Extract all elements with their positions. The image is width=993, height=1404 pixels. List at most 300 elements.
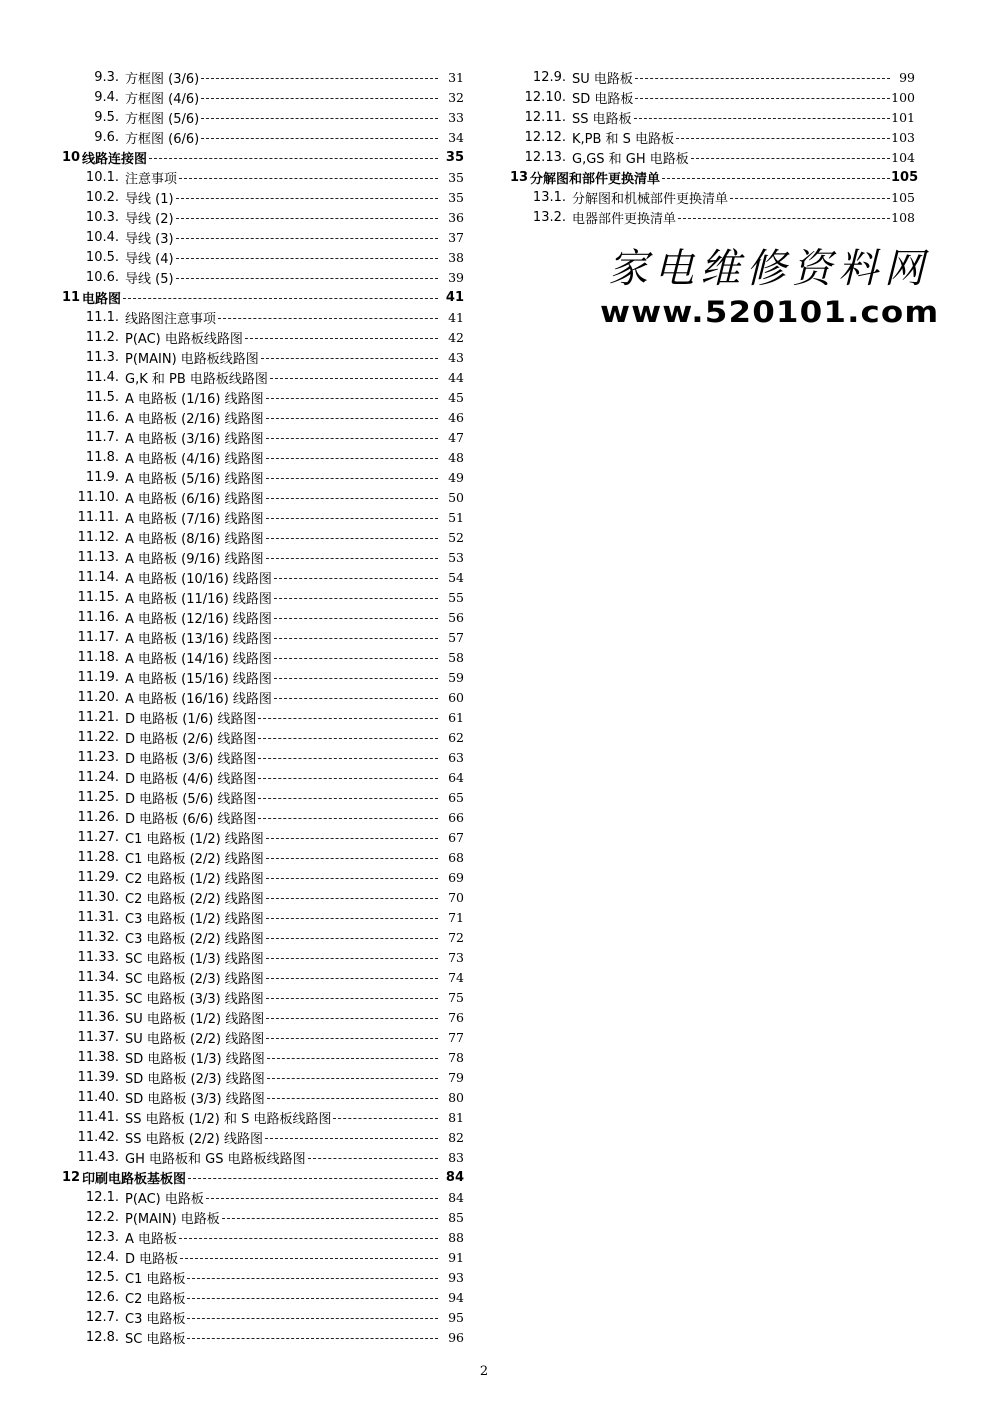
toc-section-entry[interactable] — [62, 927, 464, 947]
toc-entry-number: 11.32. — [77, 929, 119, 945]
toc-entry-number: 12.7. — [85, 1309, 119, 1325]
toc-section-entry[interactable] — [62, 1187, 464, 1207]
toc-section-entry[interactable] — [62, 727, 464, 747]
toc-entry-number: 11.30. — [77, 889, 119, 905]
toc-entry-number: 11.6. — [85, 409, 119, 425]
toc-entry-page: 83 — [448, 1149, 464, 1165]
toc-entry-number: 12 — [62, 1169, 81, 1185]
toc-section-entry[interactable] — [62, 587, 464, 607]
toc-entry-title: SU 电路板 (2/2) 线路图 — [125, 1031, 265, 1047]
toc-section-entry[interactable] — [62, 447, 464, 467]
toc-dot-leader — [176, 278, 438, 279]
toc-entry-number: 11.16. — [77, 609, 119, 625]
toc-dot-leader — [201, 98, 438, 99]
toc-entry-page: 93 — [448, 1269, 464, 1285]
toc-entry-number: 12.13. — [524, 149, 566, 165]
toc-entry-page: 36 — [448, 209, 464, 225]
toc-entry-title: SC 电路板 — [125, 1331, 186, 1347]
toc-section-entry[interactable] — [62, 1127, 464, 1147]
toc-dot-leader — [258, 798, 438, 799]
watermark — [600, 245, 940, 329]
toc-dot-leader — [676, 138, 890, 139]
toc-entry-number: 11.14. — [77, 569, 119, 585]
toc-entry-title: D 电路板 (4/6) 线路图 — [125, 771, 257, 787]
toc-section-entry[interactable] — [62, 367, 464, 387]
toc-entry-title: A 电路板 (8/16) 线路图 — [125, 531, 264, 547]
toc-entry-title: P(AC) 电路板线路图 — [125, 331, 243, 347]
toc-section-entry[interactable] — [62, 487, 464, 507]
toc-entry-title: A 电路板 (7/16) 线路图 — [125, 511, 264, 527]
toc-section-entry[interactable] — [62, 347, 464, 367]
toc-entry-number: 11.3. — [85, 349, 119, 365]
toc-entry-title: SD 电路板 (1/3) 线路图 — [125, 1051, 265, 1067]
toc-dot-leader — [662, 178, 890, 179]
toc-entry-page: 84 — [448, 1189, 464, 1205]
toc-entry-title: D 电路板 — [125, 1251, 179, 1267]
toc-entry-page: 96 — [448, 1329, 464, 1345]
toc-dot-leader — [267, 1058, 438, 1059]
toc-entry-page: 48 — [448, 449, 464, 465]
toc-section-entry[interactable] — [62, 247, 464, 267]
toc-section-entry[interactable] — [62, 167, 464, 187]
toc-chapter-entry[interactable] — [510, 167, 919, 187]
toc-dot-leader — [187, 1338, 438, 1339]
toc-entry-page: 103 — [891, 129, 915, 145]
toc-entry-page: 45 — [448, 389, 464, 405]
toc-entry-title: 方框图 (6/6) — [125, 131, 200, 147]
toc-entry-title: SS 电路板 (1/2) 和 S 电路板线路图 — [125, 1111, 332, 1127]
toc-dot-leader — [201, 78, 438, 79]
toc-entry-number: 11.20. — [77, 689, 119, 705]
toc-entry-number: 10.4. — [85, 229, 119, 245]
toc-entry-number: 11.5. — [85, 389, 119, 405]
toc-section-entry[interactable] — [62, 507, 464, 527]
toc-dot-leader — [266, 498, 438, 499]
toc-entry-page: 81 — [448, 1109, 464, 1125]
toc-entry-number: 11.33. — [77, 949, 119, 965]
toc-section-entry[interactable] — [62, 307, 464, 327]
toc-section-entry[interactable] — [62, 1247, 464, 1267]
toc-entry-number: 11.9. — [85, 469, 119, 485]
toc-section-entry[interactable] — [62, 847, 464, 867]
toc-entry-number: 12.2. — [85, 1209, 119, 1225]
toc-entry-number: 11.22. — [77, 729, 119, 745]
toc-entry-title: C1 电路板 — [125, 1271, 186, 1287]
toc-entry-page: 37 — [448, 229, 464, 245]
toc-entry-page: 88 — [448, 1229, 464, 1245]
toc-dot-leader — [266, 938, 438, 939]
toc-entry-number: 13 — [510, 169, 529, 185]
toc-section-entry[interactable] — [62, 607, 464, 627]
toc-entry-title: C1 电路板 (1/2) 线路图 — [125, 831, 264, 847]
toc-entry-page: 84 — [445, 1169, 464, 1185]
toc-section-entry[interactable] — [62, 867, 464, 887]
toc-dot-leader — [149, 158, 438, 159]
toc-section-entry[interactable] — [62, 267, 464, 287]
toc-entry-page: 39 — [448, 269, 464, 285]
toc-section-entry[interactable] — [62, 1147, 464, 1167]
toc-section-entry[interactable] — [62, 667, 464, 687]
toc-dot-leader — [201, 138, 438, 139]
toc-left-column — [62, 67, 464, 1347]
toc-entry-title: A 电路板 (13/16) 线路图 — [125, 631, 272, 647]
toc-entry-title: 分解图和机械部件更换清单 — [572, 191, 729, 207]
toc-section-entry[interactable] — [62, 1107, 464, 1127]
toc-entry-page: 44 — [448, 369, 464, 385]
toc-entry-page: 91 — [448, 1249, 464, 1265]
toc-section-entry[interactable] — [62, 947, 464, 967]
toc-section-entry[interactable] — [62, 1087, 464, 1107]
toc-section-entry[interactable] — [62, 747, 464, 767]
toc-entry-title: D 电路板 (1/6) 线路图 — [125, 711, 257, 727]
toc-entry-page: 65 — [448, 789, 464, 805]
toc-dot-leader — [267, 1078, 438, 1079]
toc-section-entry[interactable] — [62, 387, 464, 407]
toc-entry-number: 11.40. — [77, 1089, 119, 1105]
toc-entry-title: 导线 (3) — [125, 231, 174, 247]
toc-entry-page: 68 — [448, 849, 464, 865]
toc-dot-leader — [258, 738, 438, 739]
toc-dot-leader — [266, 418, 438, 419]
toc-dot-leader — [266, 898, 438, 899]
toc-entry-page: 38 — [448, 249, 464, 265]
toc-entry-number: 12.11. — [524, 109, 566, 125]
toc-section-entry[interactable] — [62, 1027, 464, 1047]
toc-dot-leader — [266, 458, 438, 459]
toc-entry-page: 47 — [448, 429, 464, 445]
toc-dot-leader — [308, 1158, 438, 1159]
toc-entry-page: 108 — [891, 209, 915, 225]
toc-entry-page: 61 — [448, 709, 464, 725]
toc-section-entry[interactable] — [510, 87, 915, 107]
toc-entry-number: 11.36. — [77, 1009, 119, 1025]
toc-section-entry[interactable] — [510, 127, 915, 147]
toc-section-entry[interactable] — [62, 707, 464, 727]
toc-entry-title: P(MAIN) 电路板 — [125, 1211, 220, 1227]
toc-entry-page: 59 — [448, 669, 464, 685]
toc-entry-number: 11.18. — [77, 649, 119, 665]
toc-entry-number: 12.5. — [85, 1269, 119, 1285]
toc-entry-number: 10.6. — [85, 269, 119, 285]
toc-dot-leader — [261, 358, 438, 359]
toc-section-entry[interactable] — [510, 67, 915, 87]
toc-entry-number: 12.9. — [532, 69, 566, 85]
toc-entry-number: 11.31. — [77, 909, 119, 925]
toc-entry-number: 11.19. — [77, 669, 119, 685]
toc-entry-title: 印刷电路板基板图 — [82, 1171, 187, 1187]
toc-section-entry[interactable] — [62, 627, 464, 647]
toc-entry-title: 电路图 — [82, 291, 122, 307]
toc-entry-title: SC 电路板 (3/3) 线路图 — [125, 991, 264, 1007]
toc-entry-page: 50 — [448, 489, 464, 505]
toc-entry-page: 82 — [448, 1129, 464, 1145]
toc-dot-leader — [266, 538, 438, 539]
toc-dot-leader — [258, 718, 438, 719]
toc-entry-page: 35 — [445, 149, 464, 165]
toc-dot-leader — [123, 298, 438, 299]
toc-entry-title: A 电路板 (11/16) 线路图 — [125, 591, 272, 607]
toc-entry-title: A 电路板 (5/16) 线路图 — [125, 471, 264, 487]
toc-entry-page: 34 — [448, 129, 464, 145]
toc-entry-number: 12.12. — [524, 129, 566, 145]
toc-entry-number: 11.12. — [77, 529, 119, 545]
toc-entry-number: 11.34. — [77, 969, 119, 985]
toc-entry-number: 11 — [62, 289, 81, 305]
toc-entry-page: 58 — [448, 649, 464, 665]
toc-entry-number: 11.39. — [77, 1069, 119, 1085]
toc-dot-leader — [266, 438, 438, 439]
toc-section-entry[interactable] — [62, 1287, 464, 1307]
toc-entry-number: 10.2. — [85, 189, 119, 205]
toc-entry-page: 69 — [448, 869, 464, 885]
toc-chapter-entry[interactable] — [62, 147, 464, 167]
toc-entry-title: 方框图 (3/6) — [125, 71, 200, 87]
toc-entry-page: 49 — [448, 469, 464, 485]
toc-section-entry[interactable] — [62, 887, 464, 907]
toc-section-entry[interactable] — [62, 1067, 464, 1087]
toc-entry-title: 导线 (5) — [125, 271, 174, 287]
toc-section-entry[interactable] — [62, 1327, 464, 1347]
toc-section-entry[interactable] — [510, 207, 915, 227]
toc-chapter-entry[interactable] — [62, 287, 464, 307]
toc-dot-leader — [266, 958, 438, 959]
toc-entry-page: 75 — [448, 989, 464, 1005]
toc-dot-leader — [176, 218, 438, 219]
toc-entry-title: P(MAIN) 电路板线路图 — [125, 351, 259, 367]
toc-dot-leader — [266, 1018, 438, 1019]
toc-section-entry[interactable] — [62, 1207, 464, 1227]
toc-entry-page: 66 — [448, 809, 464, 825]
toc-entry-title: SC 电路板 (1/3) 线路图 — [125, 951, 264, 967]
toc-entry-page: 41 — [445, 289, 464, 305]
toc-entry-page: 80 — [448, 1089, 464, 1105]
toc-entry-number: 9.3. — [94, 69, 119, 85]
toc-entry-page: 76 — [448, 1009, 464, 1025]
toc-entry-page: 62 — [448, 729, 464, 745]
toc-dot-leader — [266, 838, 438, 839]
toc-section-entry[interactable] — [62, 1047, 464, 1067]
toc-dot-leader — [265, 1138, 438, 1139]
toc-section-entry[interactable] — [62, 687, 464, 707]
toc-section-entry[interactable] — [62, 327, 464, 347]
toc-entry-number: 11.7. — [85, 429, 119, 445]
toc-section-entry[interactable] — [62, 227, 464, 247]
toc-section-entry[interactable] — [62, 827, 464, 847]
toc-dot-leader — [266, 918, 438, 919]
toc-entry-title: A 电路板 (12/16) 线路图 — [125, 611, 272, 627]
toc-entry-page: 46 — [448, 409, 464, 425]
toc-right-column — [510, 67, 919, 227]
toc-dot-leader — [274, 618, 438, 619]
toc-section-entry[interactable] — [510, 107, 915, 127]
toc-entry-page: 78 — [448, 1049, 464, 1065]
toc-entry-number: 11.4. — [85, 369, 119, 385]
toc-section-entry[interactable] — [62, 1007, 464, 1027]
toc-entry-number: 11.11. — [77, 509, 119, 525]
toc-entry-number: 9.6. — [94, 129, 119, 145]
toc-dot-leader — [634, 118, 890, 119]
toc-entry-number: 11.1. — [85, 309, 119, 325]
toc-entry-number: 11.8. — [85, 449, 119, 465]
toc-entry-number: 11.17. — [77, 629, 119, 645]
toc-entry-number: 11.41. — [77, 1109, 119, 1125]
toc-entry-title: C2 电路板 (2/2) 线路图 — [125, 891, 264, 907]
toc-section-entry[interactable] — [62, 127, 464, 147]
toc-entry-title: SS 电路板 — [572, 111, 632, 127]
toc-entry-number: 9.5. — [94, 109, 119, 125]
toc-entry-number: 11.2. — [85, 329, 119, 345]
toc-section-entry[interactable] — [510, 187, 915, 207]
toc-entry-page: 56 — [448, 609, 464, 625]
toc-entry-title: SU 电路板 — [572, 71, 633, 87]
toc-entry-title: D 电路板 (3/6) 线路图 — [125, 751, 257, 767]
toc-entry-title: C1 电路板 (2/2) 线路图 — [125, 851, 264, 867]
toc-dot-leader — [635, 98, 890, 99]
toc-dot-leader — [635, 78, 890, 79]
toc-dot-leader — [218, 318, 438, 319]
toc-entry-page: 41 — [448, 309, 464, 325]
toc-dot-leader — [266, 978, 438, 979]
toc-entry-title: 线路连接图 — [82, 151, 148, 167]
toc-entry-page: 95 — [448, 1309, 464, 1325]
toc-entry-number: 10 — [62, 149, 81, 165]
toc-section-entry[interactable] — [62, 1267, 464, 1287]
toc-dot-leader — [179, 1238, 438, 1239]
toc-entry-page: 71 — [448, 909, 464, 925]
toc-entry-number: 13.1. — [532, 189, 566, 205]
toc-dot-leader — [274, 598, 438, 599]
toc-entry-page: 77 — [448, 1029, 464, 1045]
toc-section-entry[interactable] — [62, 467, 464, 487]
toc-entry-number: 10.3. — [85, 209, 119, 225]
toc-entry-number: 11.10. — [77, 489, 119, 505]
toc-entry-number: 11.38. — [77, 1049, 119, 1065]
toc-section-entry[interactable] — [62, 547, 464, 567]
toc-section-entry[interactable] — [62, 407, 464, 427]
toc-dot-leader — [333, 1118, 438, 1119]
toc-entry-number: 12.3. — [85, 1229, 119, 1245]
toc-dot-leader — [201, 118, 438, 119]
toc-entry-title: 导线 (4) — [125, 251, 174, 267]
toc-dot-leader — [691, 158, 890, 159]
toc-entry-page: 101 — [891, 109, 915, 125]
toc-section-entry[interactable] — [510, 147, 915, 167]
toc-section-entry[interactable] — [62, 67, 464, 87]
toc-entry-title: 注意事项 — [125, 171, 178, 187]
toc-entry-number: 11.23. — [77, 749, 119, 765]
toc-entry-page: 85 — [448, 1209, 464, 1225]
toc-entry-page: 33 — [448, 109, 464, 125]
toc-entry-number: 12.6. — [85, 1289, 119, 1305]
toc-entry-page: 51 — [448, 509, 464, 525]
toc-entry-page: 55 — [448, 589, 464, 605]
toc-entry-title: SD 电路板 (3/3) 线路图 — [125, 1091, 265, 1107]
toc-section-entry[interactable] — [62, 527, 464, 547]
toc-dot-leader — [179, 178, 438, 179]
toc-entry-number: 13.2. — [532, 209, 566, 225]
toc-entry-page: 70 — [448, 889, 464, 905]
toc-dot-leader — [258, 778, 438, 779]
toc-dot-leader — [274, 578, 438, 579]
toc-entry-title: 线路图注意事项 — [125, 311, 217, 327]
toc-section-entry[interactable] — [62, 967, 464, 987]
toc-entry-page: 105 — [891, 189, 915, 205]
toc-entry-number: 11.15. — [77, 589, 119, 605]
toc-entry-title: A 电路板 (3/16) 线路图 — [125, 431, 264, 447]
toc-entry-title: A 电路板 (6/16) 线路图 — [125, 491, 264, 507]
toc-entry-title: A 电路板 — [125, 1231, 178, 1247]
toc-entry-number: 11.13. — [77, 549, 119, 565]
toc-entry-title: A 电路板 (2/16) 线路图 — [125, 411, 264, 427]
toc-entry-title: SC 电路板 (2/3) 线路图 — [125, 971, 264, 987]
toc-section-entry[interactable] — [62, 207, 464, 227]
toc-entry-number: 11.28. — [77, 849, 119, 865]
toc-entry-title: G,GS 和 GH 电路板 — [572, 151, 689, 167]
toc-dot-leader — [274, 678, 438, 679]
toc-entry-number: 11.24. — [77, 769, 119, 785]
toc-entry-number: 11.27. — [77, 829, 119, 845]
toc-dot-leader — [266, 558, 438, 559]
toc-entry-title: SS 电路板 (2/2) 线路图 — [125, 1131, 263, 1147]
toc-entry-page: 35 — [448, 189, 464, 205]
toc-dot-leader — [266, 398, 438, 399]
toc-entry-page: 32 — [448, 89, 464, 105]
toc-entry-title: A 电路板 (16/16) 线路图 — [125, 691, 272, 707]
toc-entry-number: 11.37. — [77, 1029, 119, 1045]
toc-entry-page: 104 — [891, 149, 915, 165]
toc-section-entry[interactable] — [62, 187, 464, 207]
toc-entry-title: D 电路板 (5/6) 线路图 — [125, 791, 257, 807]
toc-entry-page: 63 — [448, 749, 464, 765]
watermark-chinese-text: 家电维修资料网 — [608, 246, 930, 292]
toc-section-entry[interactable] — [62, 427, 464, 447]
toc-dot-leader — [176, 198, 438, 199]
toc-entry-number: 11.26. — [77, 809, 119, 825]
toc-entry-number: 12.10. — [524, 89, 566, 105]
toc-entry-number: 9.4. — [94, 89, 119, 105]
toc-section-entry[interactable] — [62, 787, 464, 807]
toc-entry-title: A 电路板 (9/16) 线路图 — [125, 551, 264, 567]
toc-dot-leader — [187, 1298, 438, 1299]
toc-dot-leader — [267, 1098, 438, 1099]
toc-section-entry[interactable] — [62, 767, 464, 787]
toc-entry-title: 电器部件更换清单 — [572, 211, 677, 227]
toc-entry-number: 10.1. — [85, 169, 119, 185]
toc-dot-leader — [187, 1318, 438, 1319]
toc-entry-page: 74 — [448, 969, 464, 985]
toc-dot-leader — [188, 1178, 438, 1179]
toc-section-entry[interactable] — [62, 907, 464, 927]
toc-section-entry[interactable] — [62, 87, 464, 107]
toc-section-entry[interactable] — [62, 107, 464, 127]
toc-entry-number: 11.35. — [77, 989, 119, 1005]
toc-entry-title: 方框图 (4/6) — [125, 91, 200, 107]
toc-dot-leader — [266, 1038, 438, 1039]
toc-chapter-entry[interactable] — [62, 1167, 464, 1187]
toc-section-entry[interactable] — [62, 807, 464, 827]
toc-section-entry[interactable] — [62, 1227, 464, 1247]
toc-entry-number: 12.4. — [85, 1249, 119, 1265]
toc-entry-number: 12.1. — [85, 1189, 119, 1205]
toc-dot-leader — [266, 478, 438, 479]
toc-entry-number: 11.21. — [77, 709, 119, 725]
toc-section-entry[interactable] — [62, 567, 464, 587]
toc-dot-leader — [266, 998, 438, 999]
toc-section-entry[interactable] — [62, 987, 464, 1007]
toc-section-entry[interactable] — [62, 647, 464, 667]
toc-section-entry[interactable] — [62, 1307, 464, 1327]
toc-entry-page: 105 — [891, 169, 919, 185]
